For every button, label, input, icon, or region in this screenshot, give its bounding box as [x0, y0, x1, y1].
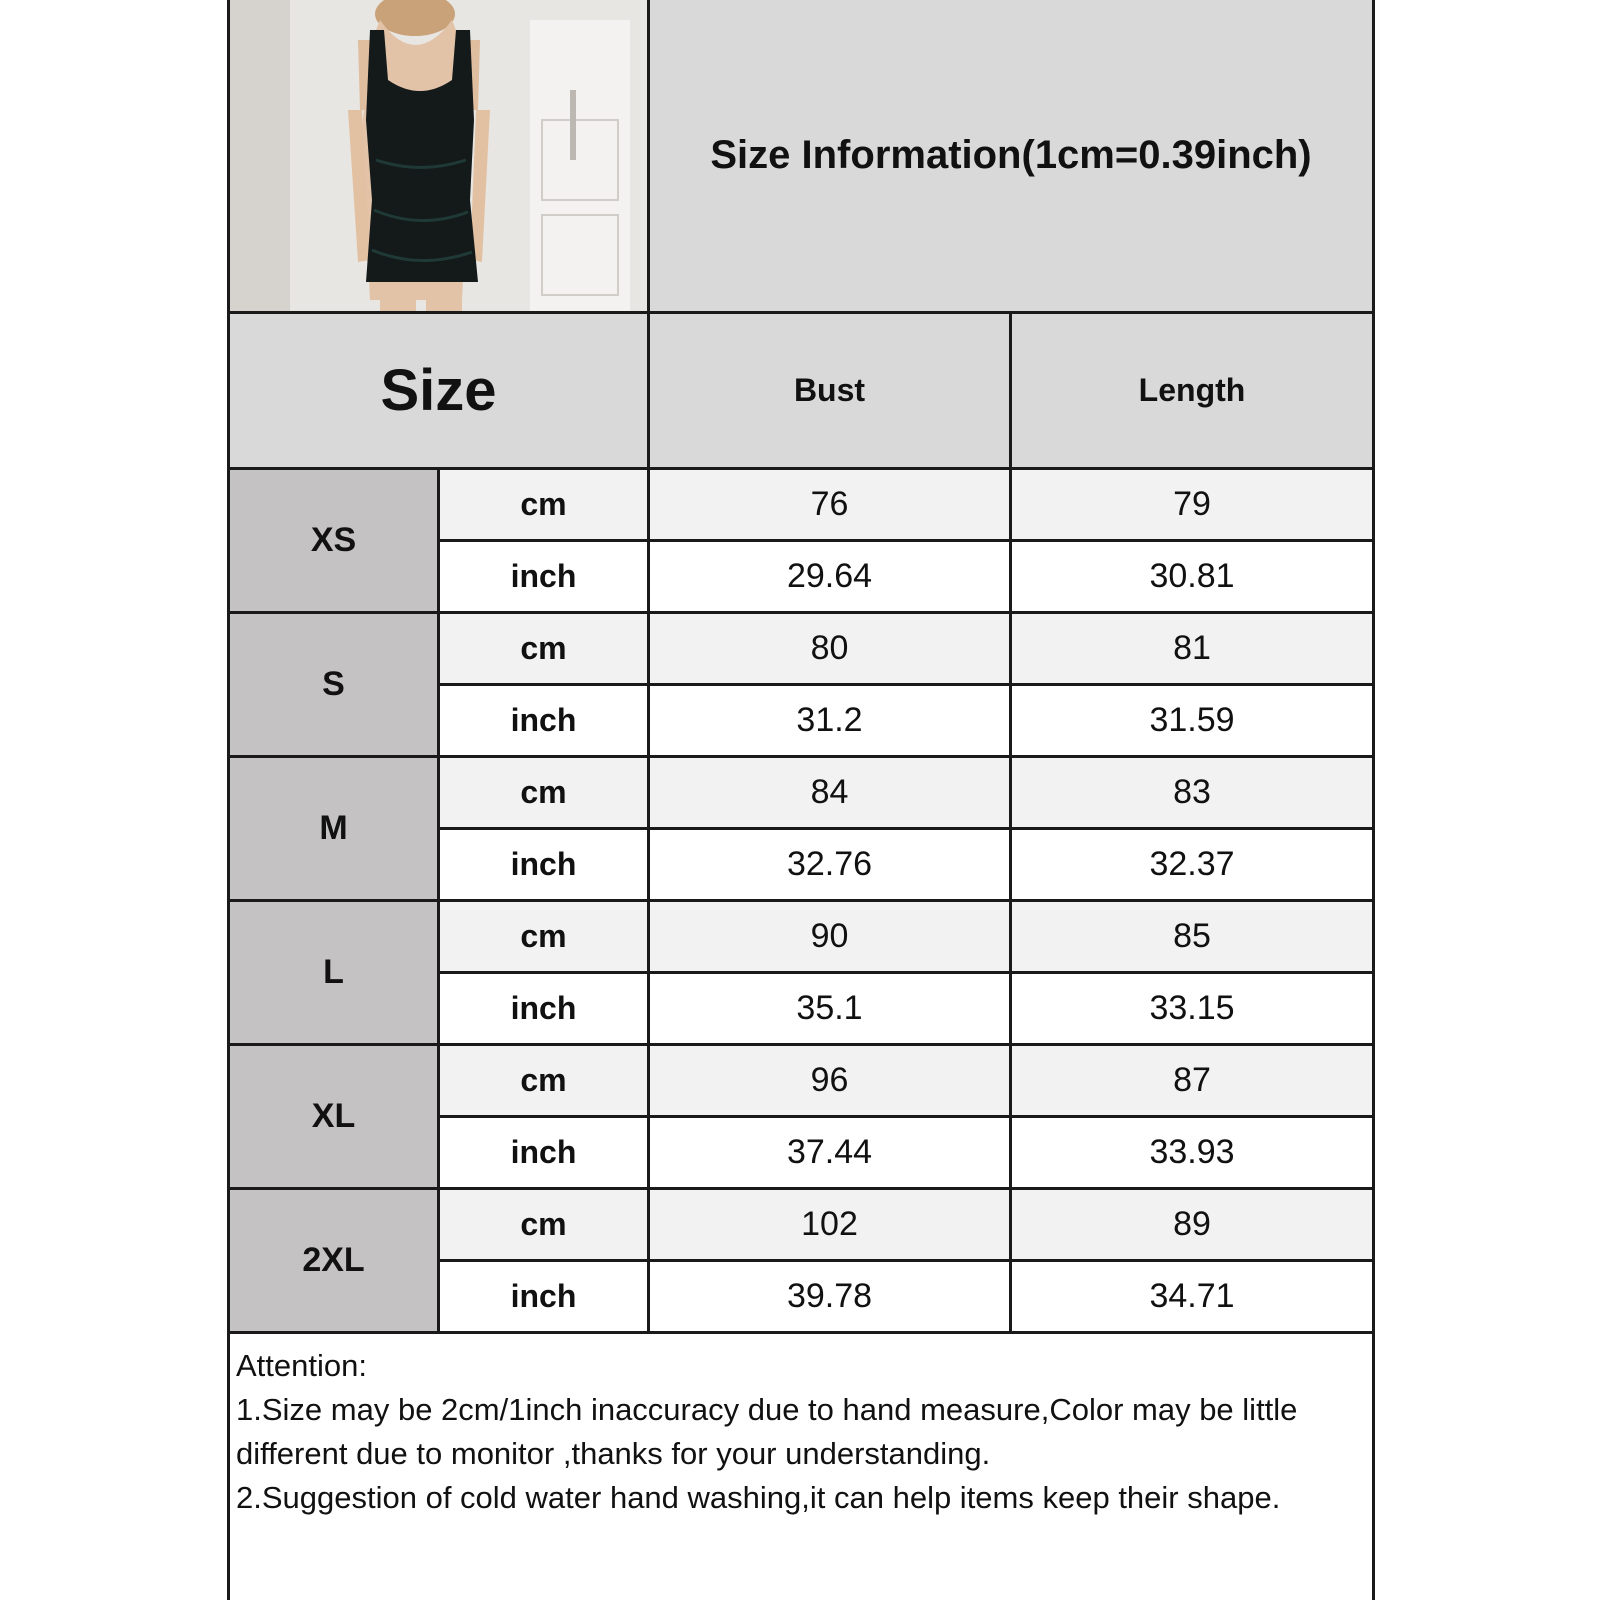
size-group-2xl [230, 1190, 1372, 1334]
size-label: XS [230, 470, 440, 614]
dress-model-image [230, 0, 647, 311]
size-label: XL [230, 1046, 440, 1190]
length-inch-value: 30.81 [1012, 542, 1372, 614]
length-inch-value: 34.71 [1012, 1262, 1372, 1334]
size-group-l [230, 902, 1372, 1046]
bust-inch-value: 39.78 [650, 1262, 1012, 1334]
bust-cm-value: 90 [650, 902, 1012, 974]
size-chart [227, 0, 1375, 1600]
size-group-s [230, 614, 1372, 758]
bust-inch-value: 37.44 [650, 1118, 1012, 1190]
unit-inch: inch [440, 1262, 650, 1334]
unit-cm: cm [440, 758, 650, 830]
bust-column-header: Bust [650, 314, 1012, 470]
size-label: S [230, 614, 440, 758]
length-inch-value: 32.37 [1012, 830, 1372, 902]
size-rows [230, 470, 1372, 1334]
bust-cm-value: 96 [650, 1046, 1012, 1118]
size-label: 2XL [230, 1190, 440, 1334]
length-inch-value: 33.15 [1012, 974, 1372, 1046]
length-inch-value: 33.93 [1012, 1118, 1372, 1190]
unit-cm: cm [440, 470, 650, 542]
unit-cm: cm [440, 614, 650, 686]
unit-inch: inch [440, 1118, 650, 1190]
length-cm-value: 87 [1012, 1046, 1372, 1118]
chart-title: Size Information(1cm=0.39inch) [650, 0, 1372, 314]
unit-inch: inch [440, 830, 650, 902]
notes-line-1: 1.Size may be 2cm/1inch inaccuracy due to hand measure,Color may be little different due to monitor ,thanks for your understanding. [236, 1392, 1298, 1471]
length-cm-value: 79 [1012, 470, 1372, 542]
unit-cm: cm [440, 1046, 650, 1118]
bust-cm-value: 76 [650, 470, 1012, 542]
length-cm-value: 85 [1012, 902, 1372, 974]
size-column-header: Size [230, 314, 650, 470]
size-label: L [230, 902, 440, 1046]
bust-cm-value: 84 [650, 758, 1012, 830]
bust-inch-value: 32.76 [650, 830, 1012, 902]
size-group-m [230, 758, 1372, 902]
unit-cm: cm [440, 1190, 650, 1262]
notes-heading: Attention: [236, 1348, 367, 1383]
bust-inch-value: 29.64 [650, 542, 1012, 614]
length-inch-value: 31.59 [1012, 686, 1372, 758]
unit-inch: inch [440, 686, 650, 758]
length-cm-value: 83 [1012, 758, 1372, 830]
product-photo [230, 0, 650, 314]
unit-cm: cm [440, 902, 650, 974]
length-column-header: Length [1012, 314, 1372, 470]
attention-notes [230, 1334, 1372, 1600]
size-group-xl [230, 1046, 1372, 1190]
unit-inch: inch [440, 542, 650, 614]
bust-inch-value: 35.1 [650, 974, 1012, 1046]
bust-cm-value: 80 [650, 614, 1012, 686]
unit-inch: inch [440, 974, 650, 1046]
length-cm-value: 81 [1012, 614, 1372, 686]
bust-inch-value: 31.2 [650, 686, 1012, 758]
bust-cm-value: 102 [650, 1190, 1012, 1262]
size-label: M [230, 758, 440, 902]
length-cm-value: 89 [1012, 1190, 1372, 1262]
size-group-xs [230, 470, 1372, 614]
notes-line-2: 2.Suggestion of cold water hand washing,it can help items keep their shape. [236, 1480, 1281, 1515]
